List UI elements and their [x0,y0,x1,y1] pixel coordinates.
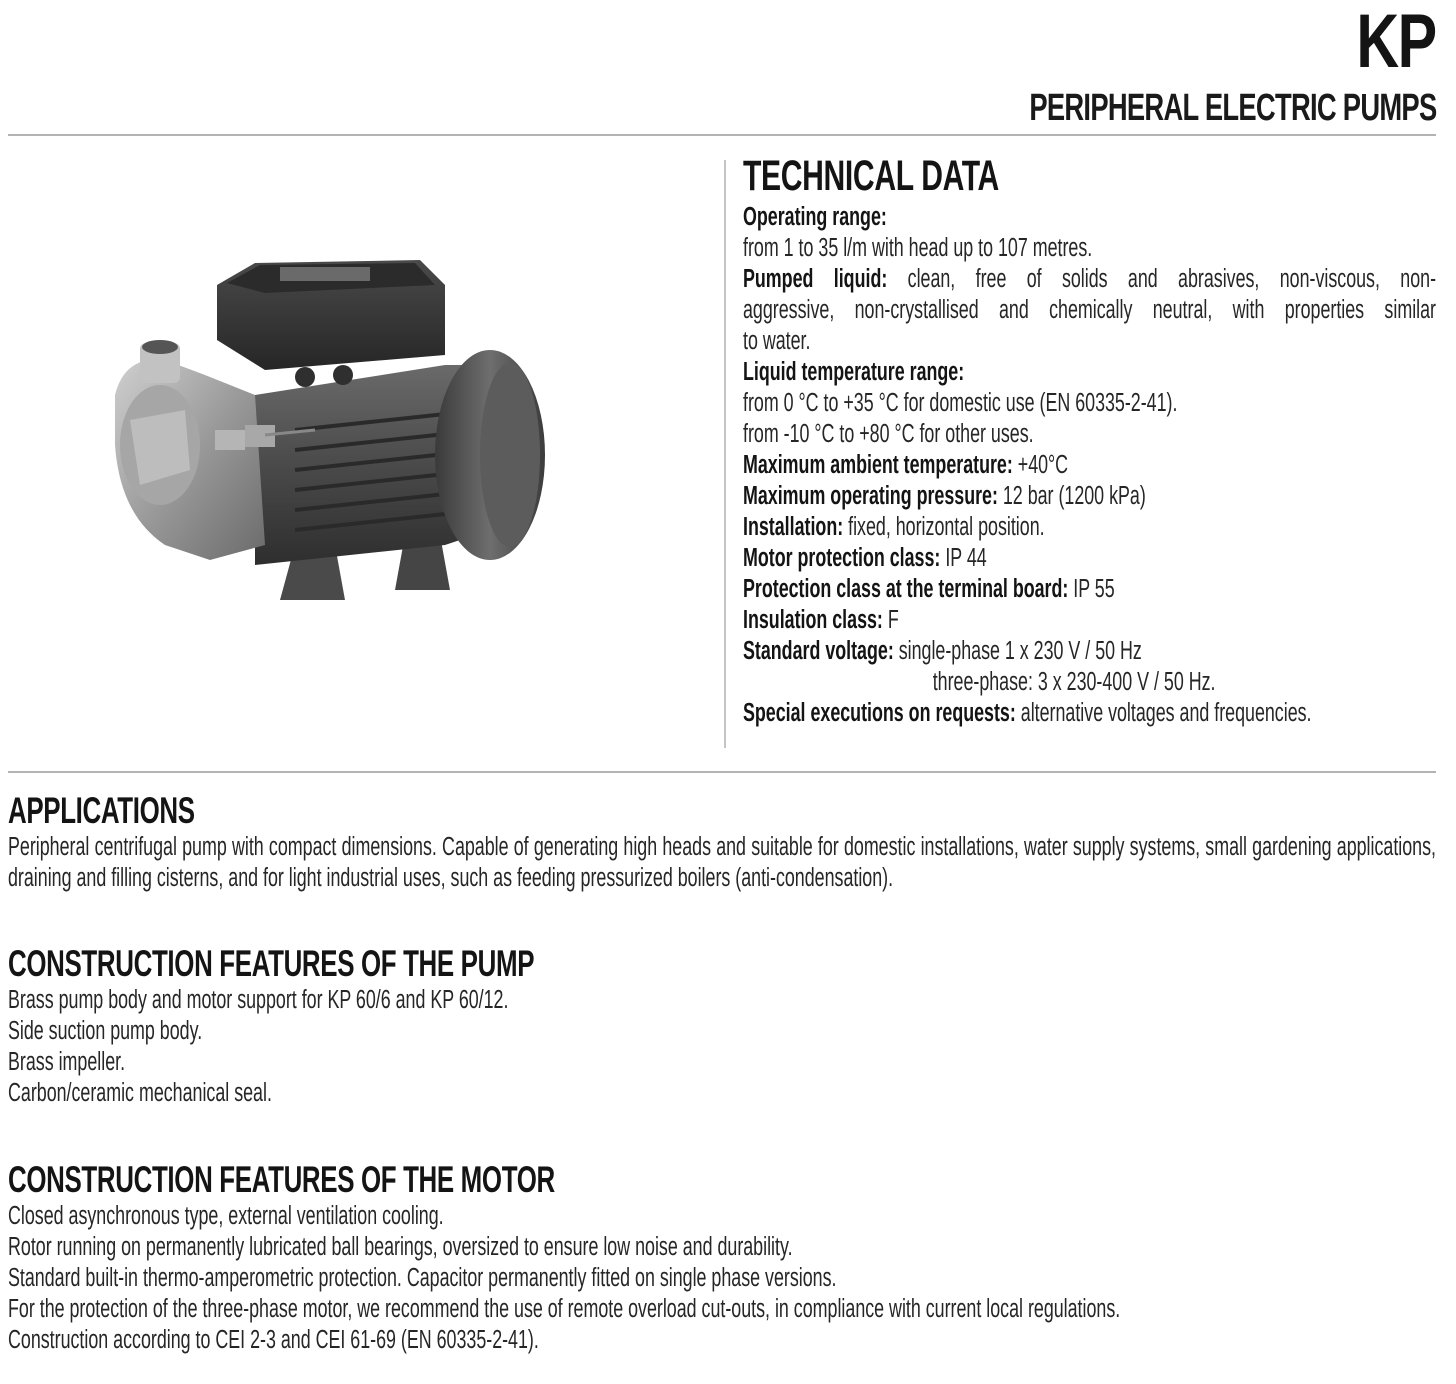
max-operating-pressure: Maximum operating pressure: 12 bar (1200 kPa) [743,482,1146,510]
list-item: Rotor running on permanently lubricated ball bearings, oversized to ensure low noise and durability. [8,1233,793,1261]
pumped-liquid-line2: aggressive, non-crystallised and chemically neutral, with properties similar [743,296,1436,324]
list-item: Closed asynchronous type, external ventilation cooling. [8,1202,444,1230]
list-item: Construction according to CEI 2-3 and CEI 61-69 (EN 60335-2-41). [8,1326,539,1354]
pump-illustration-icon [105,245,555,615]
section-divider [8,771,1436,773]
technical-data-title: TECHNICAL DATA [743,152,999,200]
installation: Installation: fixed, horizontal position. [743,513,1045,541]
liquid-temperature-other: from -10 °C to +80 °C for other uses. [743,420,1034,448]
special-executions: Special executions on requests: alternative voltages and frequencies. [743,699,1312,727]
applications-section [8,790,1436,894]
standard-voltage-three-phase: three-phase: 3 x 230-400 V / 50 Hz. [932,668,1216,696]
technical-data-section [743,150,1436,729]
motor-features-title: CONSTRUCTION FEATURES OF THE MOTOR [8,1159,555,1200]
terminal-board-protection-class: Protection class at the terminal board: IP 55 [743,575,1115,603]
applications-title: APPLICATIONS [8,790,195,831]
model-code: KP [1356,0,1436,84]
pump-features-title: CONSTRUCTION FEATURES OF THE PUMP [8,943,535,984]
list-item: Brass pump body and motor support for KP 60/6 and KP 60/12. [8,986,509,1014]
list-item: Standard built-in thermo-amperometric protection. Capacitor permanently fitted on single phase versions. [8,1264,837,1292]
pump-features-section [8,943,1436,1109]
list-item: For the protection of the three-phase motor, we recommend the use of remote overload cut-outs, in compliance with current local regulations. [8,1295,1121,1323]
pumped-liquid-line1: Pumped liquid: clean, free of solids and abrasives, non-viscous, non- [743,265,1437,293]
motor-features-section [8,1159,1436,1356]
motor-protection-class: Motor protection class: IP 44 [743,544,987,572]
list-item: Brass impeller. [8,1048,126,1076]
list-item: Side suction pump body. [8,1017,203,1045]
max-ambient-temperature: Maximum ambient temperature: +40°C [743,451,1069,479]
liquid-temperature-domestic: from 0 °C to +35 °C for domestic use (EN 60335-2-41). [743,389,1178,417]
operating-range-label: Operating range: [743,203,887,231]
operating-range-value: from 1 to 35 l/m with head up to 107 metres. [743,234,1093,262]
product-image [105,245,555,615]
applications-text: Peripheral centrifugal pump with compact dimensions. Capable of generating high heads and suitable for domestic installations, water supply systems, small gardening applications, draining and filling cisterns, and for light industrial uses, such as feeding pressurized boilers (anti-condensation). [8,833,1436,892]
pumped-liquid-label: Pumped liquid: [743,265,888,293]
insulation-class: Insulation class: F [743,606,899,634]
column-divider [724,160,726,748]
standard-voltage-single-phase: Standard voltage: single-phase 1 x 230 V / 50 Hz [743,637,1142,665]
product-family-title: PERIPHERAL ELECTRIC PUMPS [1028,87,1436,129]
list-item: Carbon/ceramic mechanical seal. [8,1079,272,1107]
liquid-temperature-label: Liquid temperature range: [743,358,965,386]
pumped-liquid-line3: to water. [743,327,811,355]
header-divider [8,134,1436,136]
